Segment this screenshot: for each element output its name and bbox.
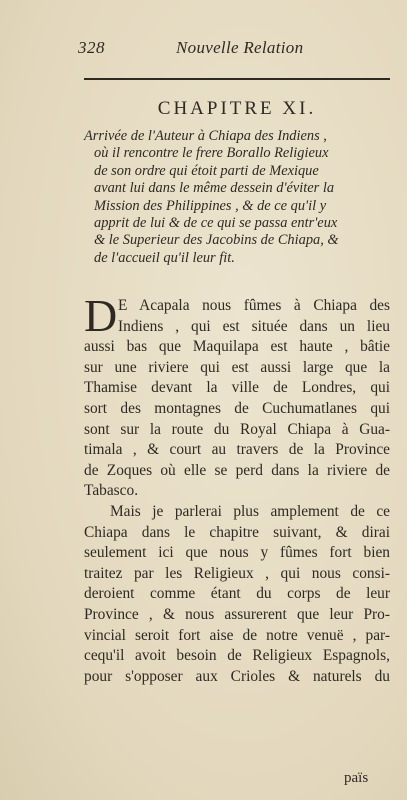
- body-line: pour s'opposer aux Crioles & naturels du: [84, 667, 390, 685]
- catchword: païs: [344, 770, 369, 786]
- body-line: Province , & nous assurerent que leur Pro-: [84, 605, 390, 623]
- summary-line: avant lui dans le même dessein d'éviter la: [94, 180, 335, 197]
- summary-line: où il rencontre le frere Borallo Religieux: [94, 145, 329, 162]
- body-line: cequ'il avoit besoin de Religieux Espagnols,: [84, 647, 390, 665]
- body-line: E Acapala nous fûmes à Chiapa des: [118, 297, 390, 314]
- drop-cap: D: [84, 290, 118, 341]
- header-rule: [84, 78, 390, 80]
- summary-line: & le Superieur des Jacobins de Chiapa, &: [94, 232, 339, 249]
- page-header: [78, 38, 383, 60]
- body-line: aussi bas que Maquilapa est haute , bâtie: [84, 338, 390, 356]
- body-line: deroient comme étant du corps de leur: [84, 585, 390, 603]
- chapter-title: CHAPITRE XI.: [157, 98, 317, 119]
- body-line: timala , & court au travers de la Province: [84, 441, 390, 459]
- body-line: sort des montagnes de Cuchumatlanes qui: [84, 399, 390, 417]
- body-line: vincial seroit fort aise de notre venuë , par-: [84, 626, 390, 644]
- body-line: Chiapa dans le chapitre suivant, & dirai: [84, 523, 390, 541]
- body-line: de Zoques où elle se perd dans la riviere de: [84, 461, 390, 479]
- summary-line: de son ordre qui étoit parti de Mexique: [94, 162, 319, 179]
- body-line: traitez par les Religieux , qui nous consi-: [84, 564, 390, 582]
- summary-line: Arrivée de l'Auteur à Chiapa des Indiens ,: [84, 128, 327, 144]
- running-title: Nouvelle Relation: [176, 38, 304, 57]
- summary-line: apprit de lui & de ce qui se passa entr'eux: [94, 215, 338, 232]
- body-line: Mais je parlerai plus amplement de ce: [110, 502, 390, 520]
- body-line: Tabasco.: [84, 482, 139, 500]
- summary-line: Mission des Philippines , & de ce qu'il y: [94, 197, 327, 214]
- summary-line: de l'accueil qu'il leur fit.: [94, 249, 235, 266]
- body-line: sur une riviere qui est aussi large que la: [84, 358, 390, 376]
- page-number: 328: [78, 38, 105, 57]
- body-line: seulement ici que nous y fûmes fort bien: [84, 544, 390, 562]
- body-line: sont sur la route du Royal Chiapa à Gua-: [84, 420, 390, 438]
- chapter-summary: [84, 128, 394, 267]
- body-line: Thamise devant la ville de Londres, qui: [84, 379, 390, 397]
- body-text: [84, 290, 390, 687]
- body-line: Indiens , qui est située dans un lieu: [118, 317, 390, 335]
